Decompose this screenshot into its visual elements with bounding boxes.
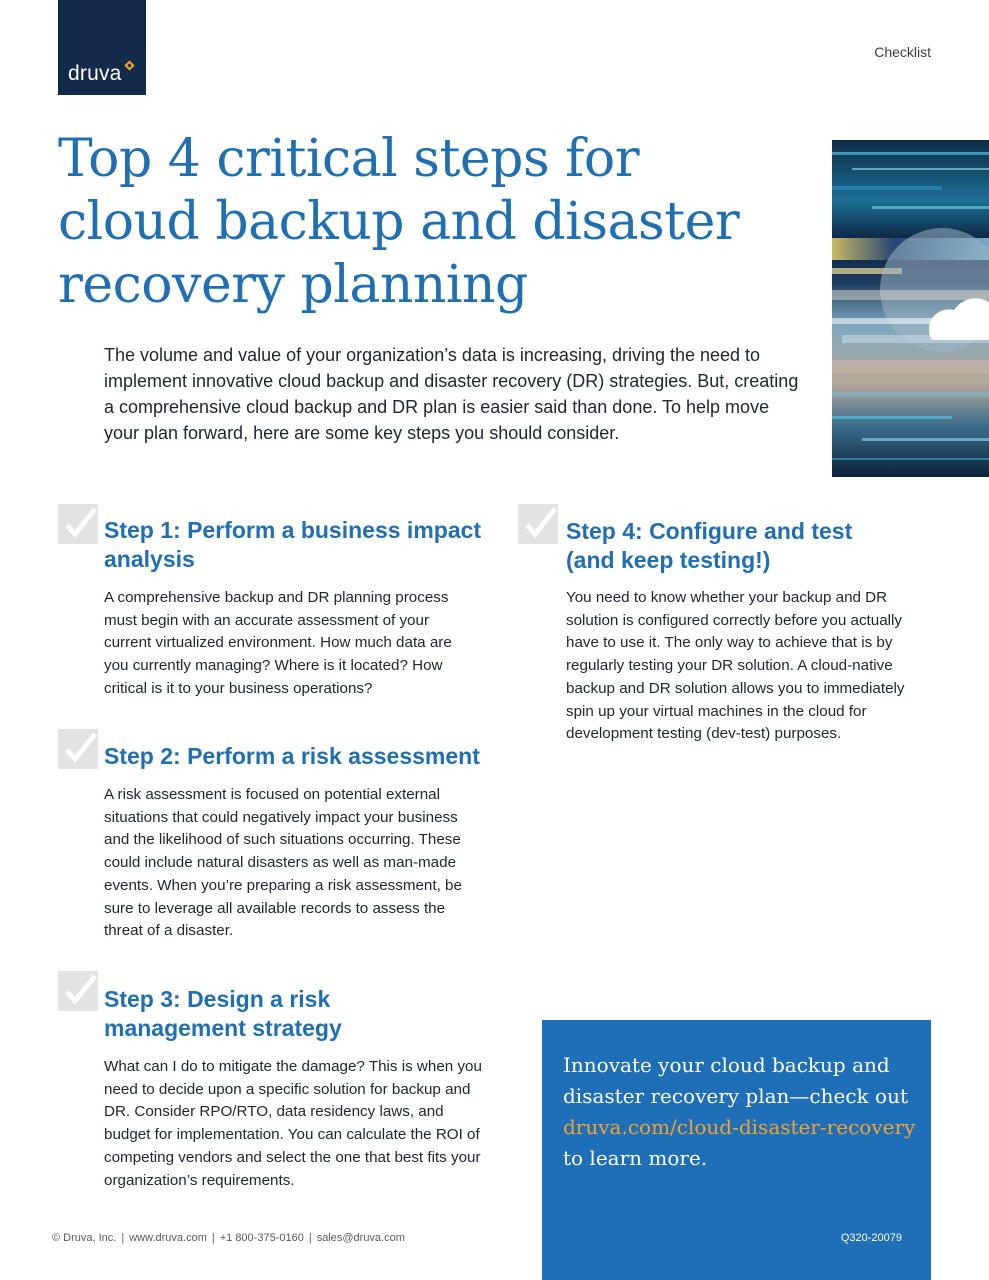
footer-separator: | xyxy=(121,1232,125,1244)
step-2-body: A risk assessment is focused on potential external situations that could negatively impact your business and the likelihood of such situations occurring. These could include natural disasters as well as man-made events. When you’re preparing a risk assessment, be sure to leverage all available records to assess the threat of a disaster. xyxy=(104,786,462,940)
checkbox-checked-icon xyxy=(58,504,98,544)
logo-wordmark: druva xyxy=(68,62,122,85)
step-1-body: A comprehensive backup and DR planning process must begin with an accurate assessment of your current virtualized environment. How much data are you currently managing? Where is it located? How critical is it to your business operations? xyxy=(104,589,452,697)
page-title: Top 4 critical steps for cloud backup and disaster recovery planning xyxy=(58,129,740,315)
cta-text-after: to learn more. xyxy=(563,1146,708,1170)
footer xyxy=(52,1232,405,1244)
step-3-body: What can I do to mitigate the damage? This is when you need to decide upon a specific solution for backup and DR. Consider RPO/RTO, data residency laws, and budget for implementation. You can calculate the ROI of competing vendors and select the one that best fits your organization’s requirements. xyxy=(104,1058,482,1189)
step-1-title: Step 1: Perform a business impact analysis xyxy=(104,517,482,572)
cta-box xyxy=(542,1020,931,1280)
footer-separator: | xyxy=(308,1232,312,1244)
checkbox-checked-icon xyxy=(518,504,558,544)
footer-copyright: © Druva, Inc. xyxy=(52,1232,117,1244)
cta-link[interactable]: druva.com/cloud-disaster-recovery xyxy=(563,1115,916,1139)
cta-text-before: Innovate your cloud backup and disaster recovery plan—check out xyxy=(563,1053,908,1108)
cloud-data-icon xyxy=(832,140,989,477)
checkbox-checked-icon xyxy=(58,971,98,1011)
step-4-body: You need to know whether your backup and DR solution is configured correctly before you actually have to use it. The only way to achieve that is by regularly testing your DR solution. A cloud-native backup and DR solution allows you to immediately spin up your virtual machines in the cloud for development testing (dev-test) purposes. xyxy=(566,589,905,743)
checkbox-checked-icon xyxy=(58,729,98,769)
step-3-title: Step 3: Design a risk management strategy xyxy=(104,986,342,1041)
footer-website-link[interactable]: www.druva.com xyxy=(129,1232,207,1244)
step-4-title: Step 4: Configure and test (and keep testing!) xyxy=(566,518,853,573)
document-code: Q320-20079 xyxy=(840,1232,902,1244)
footer-separator: | xyxy=(211,1232,215,1244)
footer-email-link[interactable]: sales@druva.com xyxy=(316,1232,405,1244)
intro-paragraph: The volume and value of your organization’s data is increasing, driving the need to implement innovative cloud backup and disaster recovery (DR) strategies. But, creating a comprehensive cloud backup and DR plan is easier said than done. To help move your plan forward, here are some key steps you should consider. xyxy=(104,345,799,443)
document-type-label: Checklist xyxy=(874,44,931,60)
cta-message xyxy=(563,1050,923,1174)
druva-diamond-icon xyxy=(124,60,135,71)
step-2-title: Step 2: Perform a risk assessment xyxy=(104,743,480,769)
druva-logo[interactable] xyxy=(58,0,146,95)
cloud-data-graphic xyxy=(832,140,989,477)
footer-phone[interactable]: +1 800-375-0160 xyxy=(219,1232,304,1244)
